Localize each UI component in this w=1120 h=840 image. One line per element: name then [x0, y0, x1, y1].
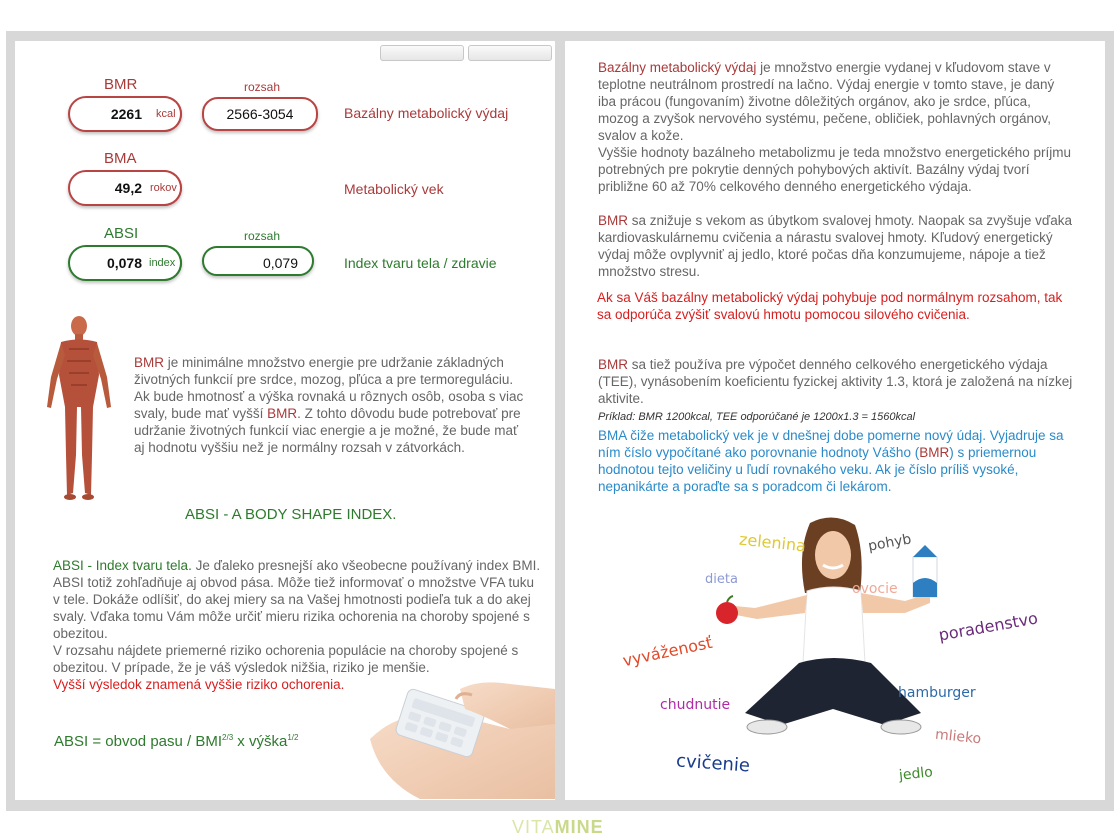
bma-description: Metabolický vek [344, 181, 444, 197]
bma-explanation-text: BMA čiže metabolický vek je v dnešnej dobe pomerne nový údaj. Vyjadruje sa ním číslo vypočítané ako porovnanie hodnoty Vášho (BMR) s priemernou hodnotou tejto veličiny u ľudí rovnakého veku. Ak je číslo príliš vysoké, nepanikárte a poraďte sa s poradcom či lekárom. [598, 428, 1064, 494]
word-zelenina: zelenina [738, 529, 807, 556]
bmr-definition-text: Bazálny metabolický výdaj je množstvo energie vydanej v kľudovom stave v teplotne neutrálnom prostredí na lačno. Výdaj energie v tomto stave, je daný iba prácou (fungovaním) životne dôležitých orgánov, ako je srdce, pľúca, mozog a zvyšok nervového systému, pečene, obličiek, pohlavných orgánov, svalov a kože. [598, 60, 1055, 143]
word-jedlo: jedlo [898, 764, 934, 784]
bmr-unit: kcal [156, 108, 176, 120]
bma-label: BMA [104, 150, 137, 167]
bmr-range-label: rozsah [244, 80, 281, 94]
bmr-value: 2261 [110, 106, 142, 122]
bmr-description: Bazálny metabolický výdaj [344, 105, 509, 121]
bmr-label: BMR [104, 76, 138, 93]
absi-value: 0,078 [106, 255, 142, 271]
calculator-hands-image [360, 669, 555, 799]
word-ovocie: ovocie [852, 581, 898, 597]
absi-value-box [68, 245, 182, 281]
tab-2[interactable] [468, 45, 552, 61]
word-vyvazenost: vyváženosť [621, 632, 714, 671]
tab-1[interactable] [380, 45, 464, 61]
bma-value-box [68, 170, 182, 206]
page-tabs [380, 45, 552, 61]
right-page [565, 41, 1105, 800]
word-chudnutie: chudnutie [660, 697, 731, 713]
vitamine-logo: VITAMINE [512, 817, 604, 837]
absi-explanation-text: ABSI - Index tvaru tela. Je ďaleko presnejší ako všeobecne používaný index BMI. ABSI totiž zohľadňuje aj obvod pása. Môže tiež informovať o množstve VFA tuku v tele. Dokáže odlíšiť, do akej miery sa na Vašej hmotnosti podieľa tuk a do akej svaly. Vďaka tomu Vám môže určiť mieru rizika ochorenia na choroby spojené s obezitou. [53, 558, 541, 641]
tee-text: BMR sa tiež používa pre výpočet denného celkového energetického výdaja (TEE), vynásobením koeficientu fyzickej aktivity 1.3, ktorá je založená na nízkej aktivite. Príklad: BMR 1200kcal, TEE odporúčané je 1200x1.3 = 1560kcal [598, 357, 1073, 423]
bmr-range-box: 2566-3054 [202, 97, 318, 131]
word-pohyb: pohyb [866, 531, 913, 555]
risk-text: V rozsahu nájdete priemerné riziko ochorenia populácie na choroby spojené s obezitou. V prípade, že je váš výsledok nižšia, riziko je menšie. Vyšší výsledok znamená vyššie riziko ochorenia. [53, 643, 519, 692]
word-dieta: dieta [705, 572, 738, 587]
absi-range-box: 0,079 [202, 246, 314, 276]
bma-unit: rokov [150, 182, 177, 194]
bmr-factors-text: BMR sa znižuje s vekom as úbytkom svalovej hmoty. Naopak sa zvyšuje vďaka kardiovaskulárnemu cvičenia a nárastu svalovej hmoty. Kľudový energetický výdaj môže ovplyvniť aj jedlo, ktoré počas dňa konzumujeme, nápoje a tiež množstvo stresu. [598, 213, 1072, 279]
absi-range-label: rozsah [244, 229, 281, 243]
word-poradenstvo: poradenstvo [937, 608, 1040, 645]
bmr-explanation-text: BMR je minimálne množstvo energie pre udržanie základných životných funkcií pre srdce, mozog, pľúca a pre termoreguláciu. Ak bude hmotnosť a výška rovnaká u rôznych osôb, osoba s viac svaly, bude mať vyšší BMR. Z tohto dôvodu bude potrebovať pre udržanie životných funkcií viac energie a je možné, že bude mať aj hodnotu vyššiu než je normálny rozsah v zátvorkách. [134, 355, 524, 455]
bma-value: 49,2 [114, 180, 142, 196]
left-page [15, 41, 555, 800]
bmr-recommendation-text: Ak sa Váš bazálny metabolický výdaj pohybuje pod normálnym rozsahom, tak sa odporúča zvýšiť svalovú hmotu pomocou silového cvičenia. [597, 290, 1063, 322]
word-cvicenie: cvičenie [675, 750, 751, 777]
absi-description: Index tvaru tela / zdravie [344, 255, 497, 271]
word-hamburger: hamburger [898, 685, 976, 701]
absi-label: ABSI [104, 225, 139, 242]
bmr-value-box [68, 96, 182, 132]
word-mlieko: mlieko [934, 726, 982, 748]
absi-unit: index [149, 257, 176, 269]
absi-formula: ABSI = obvod pasu / $BMI^{2/3}$ x výška$^{1/2}$ [54, 733, 299, 750]
anatomy-figure-image [43, 315, 115, 500]
bmr-values-text: Vyššie hodnoty bazálneho metabolizmu je teda množstvo energetického príjmu potrebných pre pokrytie denných pohybových aktivít. Bazálny výdaj tvorí približne 60 až 70% celkového denného energetického výdaja. [598, 145, 1072, 194]
absi-heading: ABSI - A BODY SHAPE INDEX. [185, 506, 397, 523]
